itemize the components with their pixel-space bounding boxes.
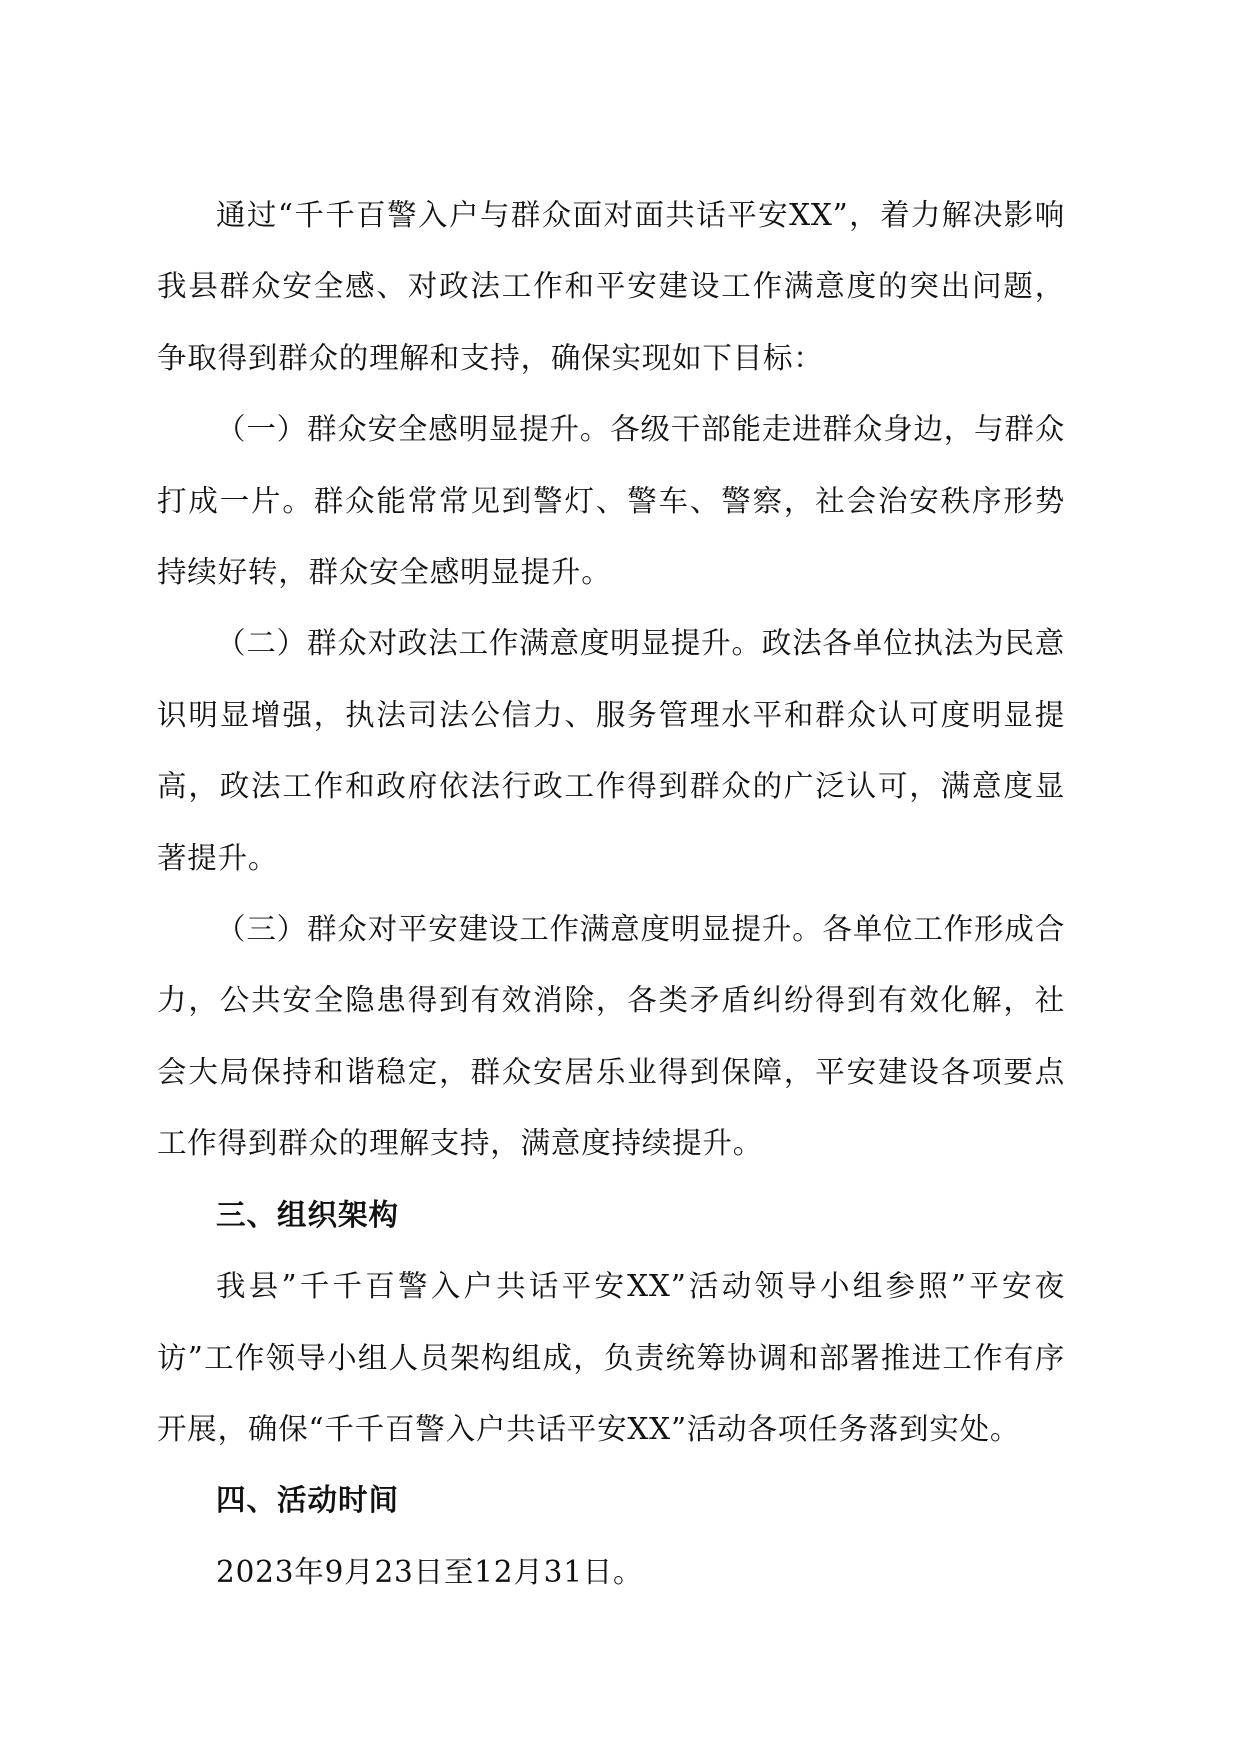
section-heading-organization: 三、组织架构	[216, 1197, 400, 1232]
section-heading-schedule: 四、活动时间	[216, 1483, 400, 1518]
schedule-paragraph: 2023年9月23日至12月31日。	[216, 1554, 644, 1589]
goal-item-3-paragraph: （三）群众对平安建设工作满意度明显提升。各单位工作形成合力，公共安全隐患得到有效消除，各类矛盾纠纷得到有效化解，社会大局保持和谐稳定，群众安居乐业得到保障，平安建设各项要点工作得到群众的理解支持，满意度持续提升。	[157, 912, 1065, 1161]
goal-item-1-paragraph: （一）群众安全感明显提升。各级干部能走进群众身边，与群众打成一片。群众能常常见到警灯、警车、警察，社会治安秩序形势持续好转，群众安全感明显提升。	[157, 412, 1065, 590]
document-page	[157, 180, 1065, 1608]
goal-item-2-paragraph: （二）群众对政法工作满意度明显提升。政法各单位执法为民意识明显增强，执法司法公信力、服务管理水平和群众认可度明显提高，政法工作和政府依法行政工作得到群众的广泛认可，满意度显著提升。	[157, 626, 1065, 875]
organization-paragraph: 我县”千千百警入户共话平安XX”活动领导小组参照”平安夜访”工作领导小组人员架构组成，负责统筹协调和部署推进工作有序开展，确保“千千百警入户共话平安XX”活动各项任务落到实处。	[157, 1269, 1065, 1446]
goal-intro-paragraph: 通过“千千百警入户与群众面对面共话平安XX”，着力解决影响我县群众安全感、对政法工作和平安建设工作满意度的突出问题，争取得到群众的理解和支持，确保实现如下目标：	[157, 198, 1065, 375]
